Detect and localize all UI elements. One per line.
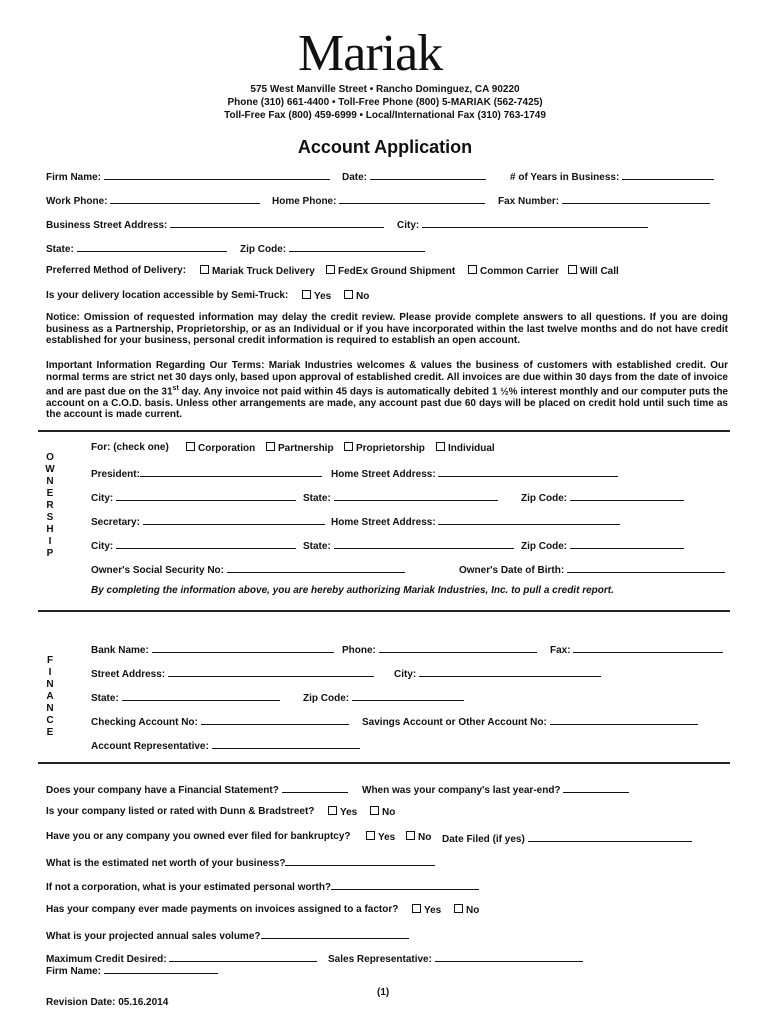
home-phone-label: Home Phone:	[272, 196, 337, 207]
bank-city-field[interactable]	[419, 666, 601, 677]
president-city-row	[91, 490, 296, 504]
bank-street-field[interactable]	[168, 666, 374, 677]
bank-zip-field[interactable]	[352, 690, 464, 701]
checkbox-icon[interactable]	[568, 265, 577, 274]
terms-superscript: st	[172, 385, 179, 392]
secretary-zip-field[interactable]	[570, 538, 684, 549]
type-proprietorship-option[interactable]: Proprietorship	[344, 442, 425, 454]
bank-city-row	[394, 666, 601, 680]
president-home-address-row	[331, 466, 618, 480]
max-credit-field[interactable]	[169, 951, 317, 962]
personal-worth-field[interactable]	[331, 879, 479, 890]
firm-name-row	[46, 169, 330, 183]
fin-statement-label: Does your company have a Financial Statement?	[46, 785, 279, 796]
sales-rep-row	[328, 951, 583, 965]
bankruptcy-label: Have you or any company you owned ever filed for bankruptcy?	[46, 831, 351, 842]
savings-row	[362, 714, 698, 728]
bank-fax-row	[550, 642, 723, 656]
secretary-city-field[interactable]	[116, 538, 296, 549]
checkbox-icon[interactable]	[186, 442, 195, 451]
checking-field[interactable]	[201, 714, 349, 725]
fin-statement-row	[46, 782, 348, 796]
business-zip-field[interactable]	[289, 241, 425, 252]
business-city-row	[397, 217, 648, 231]
secretary-label: Secretary:	[91, 517, 140, 528]
type-individual-option[interactable]: Individual	[436, 442, 495, 454]
account-rep-label: Account Representative:	[91, 741, 209, 752]
secretary-state-row	[303, 538, 514, 552]
ownership-for-label: For: (check one)	[91, 442, 169, 453]
president-row	[91, 466, 322, 480]
date-filed-field[interactable]	[528, 831, 692, 842]
zip-label: Zip Code:	[521, 541, 568, 552]
notice-paragraph: Notice: Omission of requested information may delay the credit review. Please provide complete answers to all questions. If you are doing business as a Partnership, Proprietorship, or as an Individual or if you have incorporated within the last twelve months and do not have credit established for your business, personal credit information is required to establish an open account.	[46, 312, 728, 346]
page-number: (1)	[377, 987, 390, 998]
type-partnership-option[interactable]: Partnership	[266, 442, 334, 454]
state-label: State:	[303, 541, 331, 552]
bank-state-label: State:	[91, 693, 119, 704]
semi-truck-label: Is your delivery location accessible by Semi-Truck:	[46, 290, 289, 301]
years-row	[510, 169, 714, 183]
business-address-row	[46, 217, 384, 231]
checkbox-icon[interactable]	[406, 831, 415, 840]
delivery-label: Preferred Method of Delivery:	[46, 265, 187, 276]
savings-label: Savings Account or Other Account No:	[362, 717, 547, 728]
bank-phone-label: Phone:	[342, 645, 376, 656]
work-phone-row	[46, 193, 260, 207]
secretary-zip-row	[521, 538, 684, 552]
fax-number-label: Fax Number:	[498, 196, 560, 207]
year-end-row	[362, 782, 629, 796]
delivery-option-truck[interactable]: Mariak Truck Delivery	[200, 265, 315, 277]
ownership-side-label: O W N E R S H I P	[45, 452, 55, 559]
bank-zip-label: Zip Code:	[303, 693, 350, 704]
footer-firm-name-label: Firm Name:	[46, 966, 102, 977]
account-rep-row	[91, 738, 360, 752]
home-phone-row	[272, 193, 485, 207]
secretary-city-row	[91, 538, 296, 552]
president-zip-row	[521, 490, 684, 504]
secretary-home-address-row	[331, 514, 620, 528]
secretary-field[interactable]	[143, 514, 325, 525]
delivery-option-willcall[interactable]: Will Call	[568, 265, 619, 277]
personal-worth-label: If not a corporation, what is your estimated personal worth?	[46, 882, 332, 893]
checking-row	[91, 714, 349, 728]
city-label: City:	[397, 220, 420, 231]
firm-name-label: Firm Name:	[46, 172, 102, 183]
bank-street-label: Street Address:	[91, 669, 166, 680]
bank-city-label: City:	[394, 669, 417, 680]
business-state-field[interactable]	[77, 241, 227, 252]
checkbox-icon[interactable]	[328, 806, 337, 815]
checkbox-icon[interactable]	[200, 265, 209, 274]
factor-no-option[interactable]: No	[454, 904, 479, 916]
bank-name-label: Bank Name:	[91, 645, 149, 656]
savings-field[interactable]	[550, 714, 698, 725]
delivery-option-fedex[interactable]: FedEx Ground Shipment	[326, 265, 455, 277]
personal-worth-row	[46, 879, 479, 893]
ssn-label: Owner's Social Security No:	[91, 565, 224, 576]
company-phones: Phone (310) 661-4400 • Toll-Free Phone (800) 5-MARIAK (562-7425)	[227, 97, 543, 108]
work-phone-label: Work Phone:	[46, 196, 108, 207]
checkbox-icon[interactable]	[344, 442, 353, 451]
checkbox-icon[interactable]	[344, 290, 353, 299]
dunn-no-option[interactable]: No	[370, 806, 395, 818]
bank-street-row	[91, 666, 374, 680]
president-home-address-field[interactable]	[438, 466, 618, 477]
home-address-label: Home Street Address:	[331, 469, 436, 480]
net-worth-row	[46, 855, 435, 869]
checkbox-icon[interactable]	[454, 904, 463, 913]
company-logo: Mariak	[298, 25, 443, 82]
bank-phone-row	[342, 642, 537, 656]
bank-zip-row	[303, 690, 464, 704]
sales-volume-field[interactable]	[261, 928, 409, 939]
date-field[interactable]	[370, 169, 486, 180]
bank-fax-field[interactable]	[573, 642, 723, 653]
president-field[interactable]	[140, 466, 322, 477]
bank-fax-label: Fax:	[550, 645, 571, 656]
dunn-label: Is your company listed or rated with Dunn & Bradstreet?	[46, 806, 315, 817]
max-credit-label: Maximum Credit Desired:	[46, 954, 167, 965]
sales-volume-row	[46, 928, 409, 942]
sales-volume-label: What is your projected annual sales volume?	[46, 931, 261, 942]
checkbox-icon[interactable]	[302, 290, 311, 299]
fax-number-field[interactable]	[562, 193, 710, 204]
fax-number-row	[498, 193, 710, 207]
finance-bottom-rule	[38, 762, 730, 764]
checkbox-icon[interactable]	[436, 442, 445, 451]
president-zip-field[interactable]	[570, 490, 684, 501]
date-filed-label: Date Filed (if yes)	[442, 834, 525, 845]
city-label: City:	[91, 493, 114, 504]
footer-firm-name-field[interactable]	[104, 963, 218, 974]
state-label: State:	[303, 493, 331, 504]
business-state-row	[46, 241, 227, 255]
business-address-field[interactable]	[170, 217, 384, 228]
bankruptcy-no-option[interactable]: No	[406, 831, 431, 843]
type-corporation-option[interactable]: Corporation	[186, 442, 255, 454]
secretary-state-field[interactable]	[334, 538, 514, 549]
dob-label: Owner's Date of Birth:	[459, 565, 565, 576]
checkbox-icon[interactable]	[266, 442, 275, 451]
year-end-label: When was your company's last year-end?	[362, 785, 561, 796]
bank-name-field[interactable]	[152, 642, 334, 653]
dob-row	[459, 562, 725, 576]
factor-yes-option[interactable]: Yes	[412, 904, 441, 916]
semi-yes-option[interactable]: Yes	[302, 290, 331, 302]
checkbox-icon[interactable]	[326, 265, 335, 274]
ownership-bottom-rule	[38, 610, 730, 612]
fin-statement-field[interactable]	[282, 782, 348, 793]
business-zip-row	[240, 241, 425, 255]
business-address-label: Business Street Address:	[46, 220, 168, 231]
state-label: State:	[46, 244, 74, 255]
account-rep-field[interactable]	[212, 738, 360, 749]
zip-label: Zip Code:	[521, 493, 568, 504]
page-title: Account Application	[297, 137, 473, 157]
zip-label: Zip Code:	[240, 244, 287, 255]
ownership-top-rule	[38, 430, 730, 432]
bank-state-row	[91, 690, 280, 704]
bank-phone-field[interactable]	[379, 642, 537, 653]
year-end-field[interactable]	[563, 782, 629, 793]
ssn-field[interactable]	[227, 562, 405, 573]
bank-name-row	[91, 642, 334, 656]
checking-label: Checking Account No:	[91, 717, 198, 728]
checkbox-icon[interactable]	[366, 831, 375, 840]
home-phone-field[interactable]	[339, 193, 485, 204]
net-worth-field[interactable]	[285, 855, 435, 866]
home-address-label: Home Street Address:	[331, 517, 436, 528]
secretary-row	[91, 514, 325, 528]
terms-paragraph: Important Information Regarding Our Terms: Mariak Industries welcomes & values the business of customers with established credit. Our normal terms are strict net 30 days only, based upon approval of established credit. All invoices are due within 30 days from the date of invoice and are past due on the 31st day. Any invoice not paid within 45 days is automatically debited 1 ½% interest monthly and our computer puts the account on a C.O.D. basis. Unless other arrangements are made, any account past due 60 days will be placed on credit hold until such time as the account is made current.	[46, 360, 728, 421]
delivery-option-common[interactable]: Common Carrier	[468, 265, 559, 277]
dob-field[interactable]	[567, 562, 725, 573]
company-fax: Toll-Free Fax (800) 459-6999 • Local/International Fax (310) 763-1749	[224, 110, 546, 121]
checkbox-icon[interactable]	[412, 904, 421, 913]
authorization-statement: By completing the information above, you are hereby authorizing Mariak Industries, Inc. to pull a credit report.	[91, 585, 614, 596]
business-city-field[interactable]	[422, 217, 648, 228]
work-phone-field[interactable]	[110, 193, 260, 204]
years-label: # of Years in Business:	[510, 172, 620, 183]
years-field[interactable]	[622, 169, 714, 180]
date-label: Date:	[342, 172, 368, 183]
date-filed-row	[442, 831, 692, 845]
bank-state-field[interactable]	[122, 690, 280, 701]
president-city-field[interactable]	[116, 490, 296, 501]
president-label: President:	[91, 469, 140, 480]
president-state-field[interactable]	[334, 490, 498, 501]
bankruptcy-yes-option[interactable]: Yes	[366, 831, 395, 843]
net-worth-label: What is the estimated net worth of your business?	[46, 858, 286, 869]
semi-no-option[interactable]: No	[344, 290, 369, 302]
secretary-home-address-field[interactable]	[438, 514, 620, 525]
city-label: City:	[91, 541, 114, 552]
president-state-row	[303, 490, 498, 504]
checkbox-icon[interactable]	[370, 806, 379, 815]
factor-label: Has your company ever made payments on invoices assigned to a factor?	[46, 904, 399, 915]
sales-rep-field[interactable]	[435, 951, 583, 962]
ssn-row	[91, 562, 405, 576]
footer-firm-name-row	[46, 963, 218, 977]
firm-name-field[interactable]	[104, 169, 330, 180]
checkbox-icon[interactable]	[468, 265, 477, 274]
dunn-yes-option[interactable]: Yes	[328, 806, 357, 818]
date-row	[342, 169, 486, 183]
finance-side-label: F I N A N C E	[46, 655, 54, 738]
revision-date: Revision Date: 05.16.2014	[46, 997, 169, 1008]
sales-rep-label: Sales Representative:	[328, 954, 432, 965]
company-address: 575 West Manville Street • Rancho Dominguez, CA 90220	[250, 84, 520, 95]
